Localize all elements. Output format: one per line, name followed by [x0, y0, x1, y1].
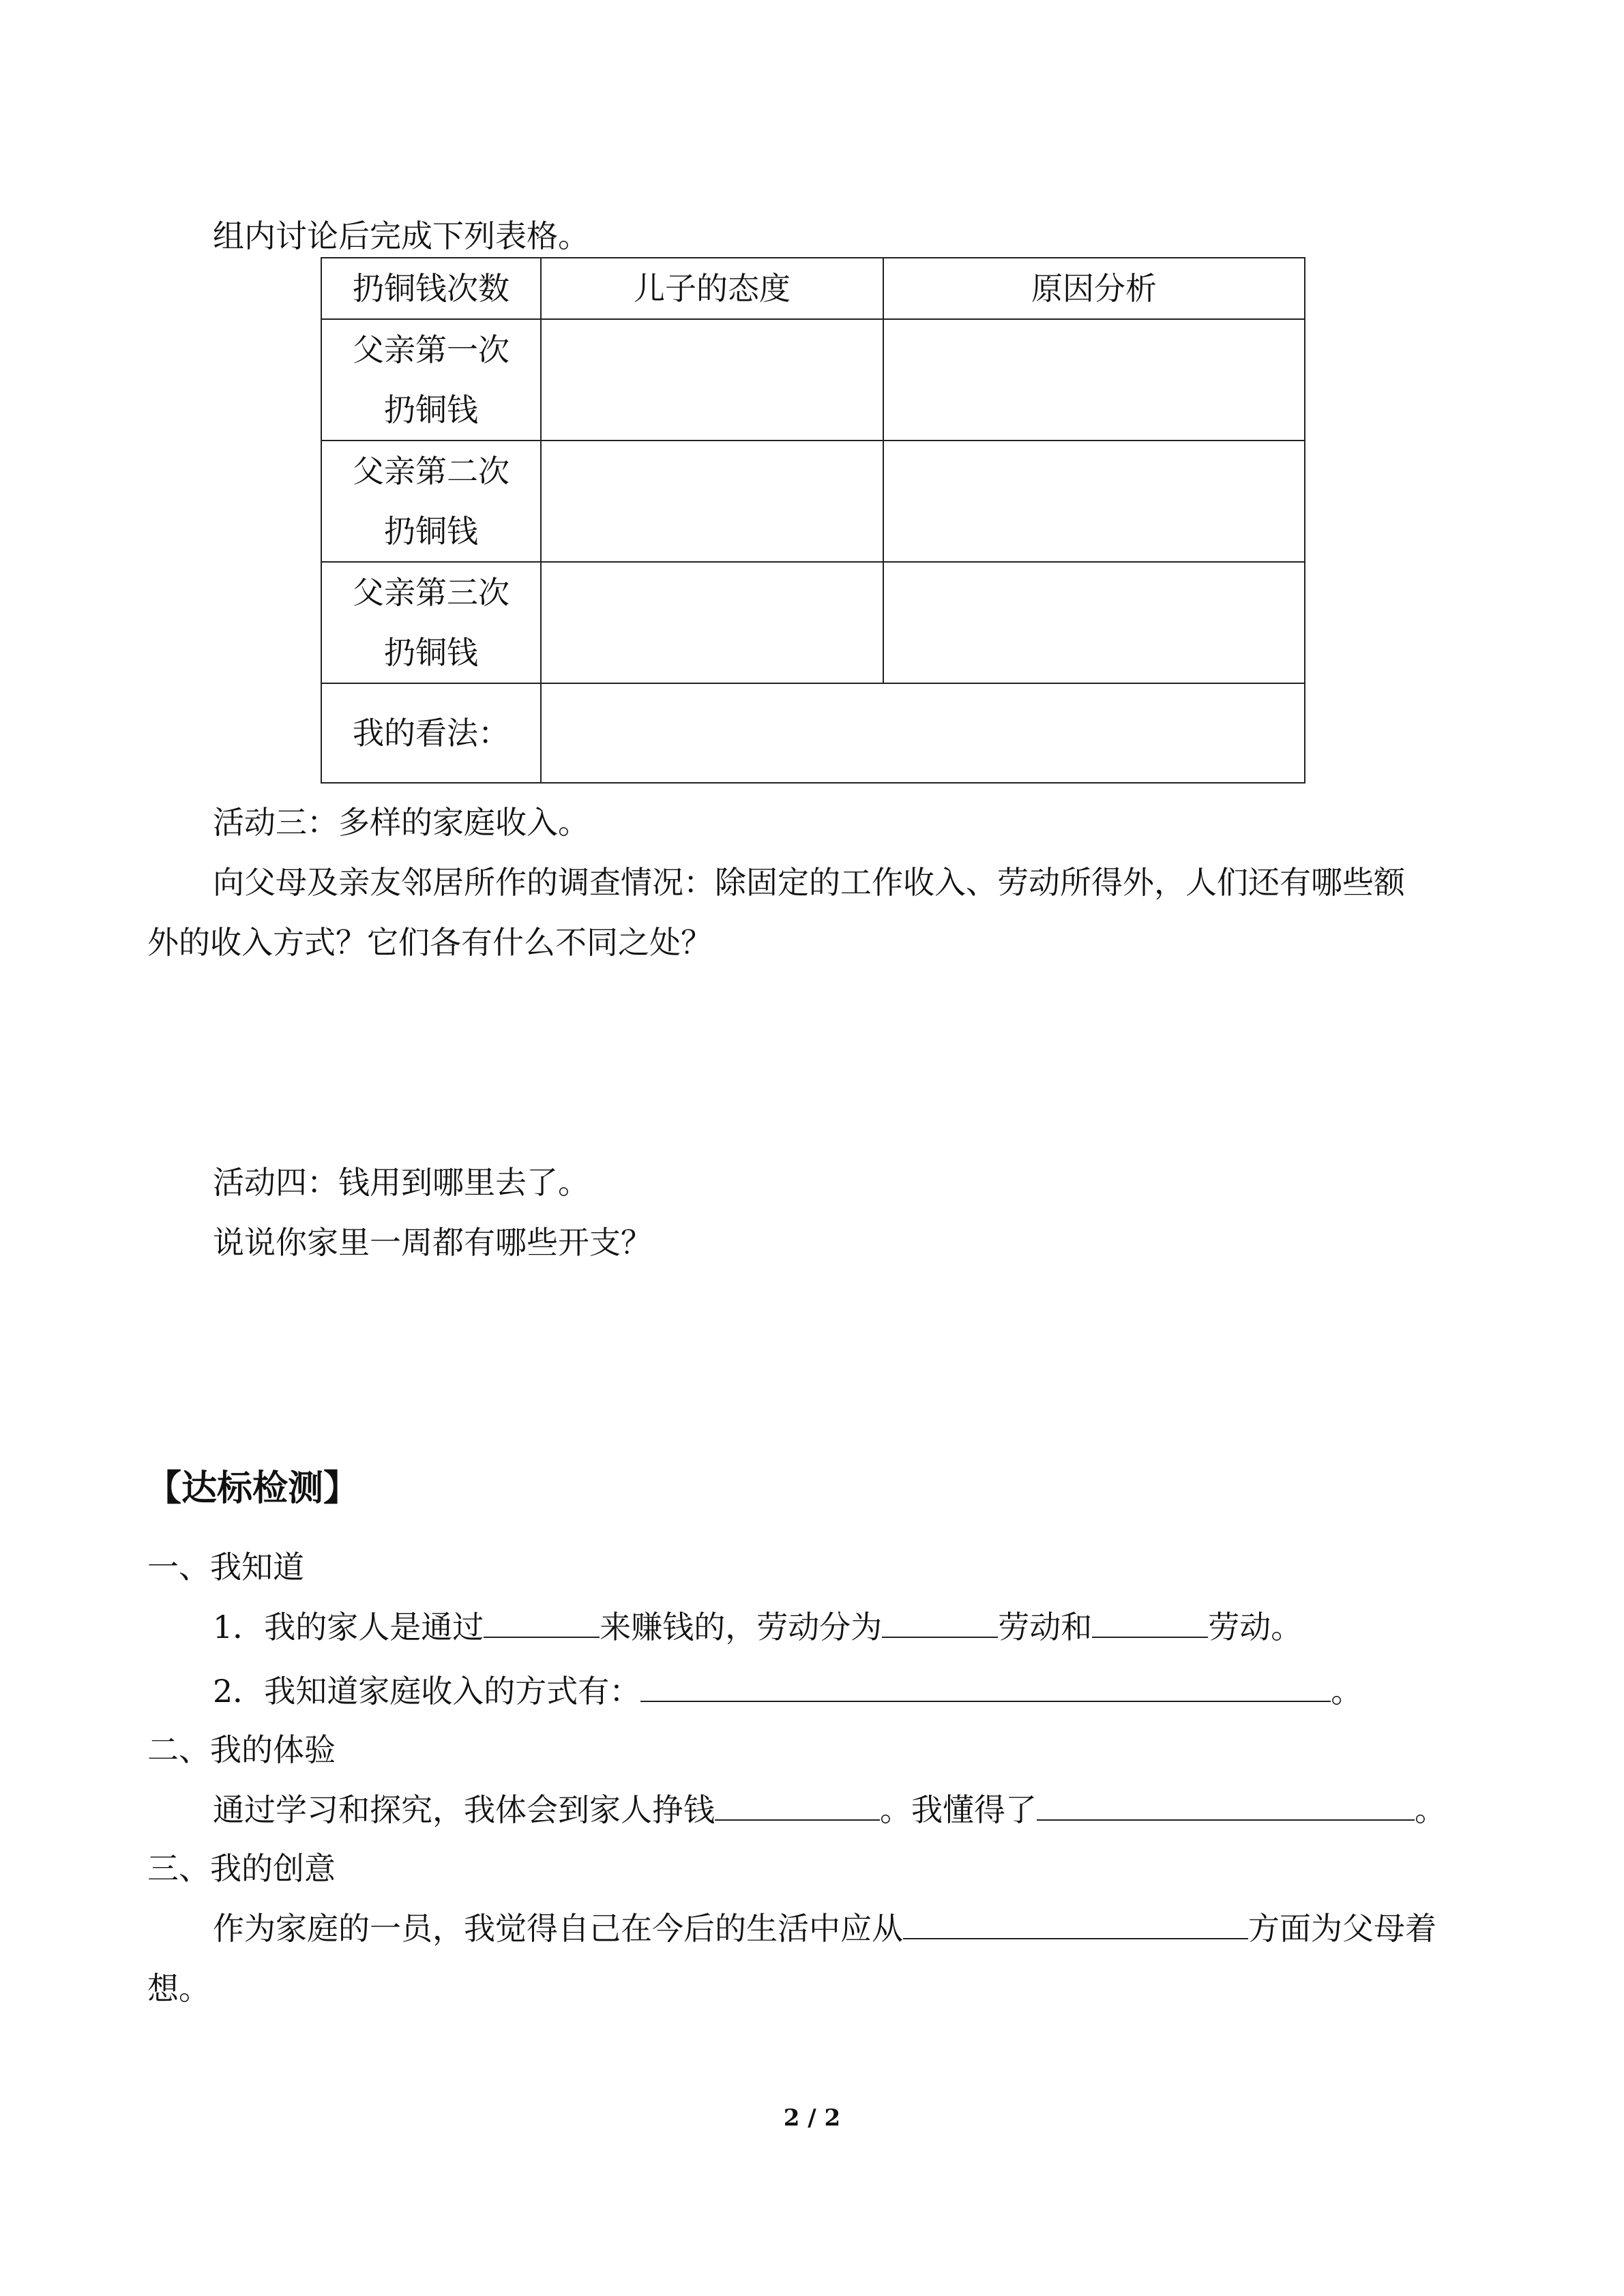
activity4-text: 说说你家里一周都有哪些开支？ — [213, 1224, 652, 1261]
fill-blank[interactable] — [640, 1671, 1331, 1702]
row-label-line: 父亲第二次 — [353, 453, 510, 490]
activity3-text-line1: 向父母及亲友邻居所作的调查情况：除固定的工作收入、劳动所得外，人们还有哪些额 — [213, 864, 1405, 901]
section-heading: 【达标检测】 — [146, 1467, 359, 1509]
activity3-title: 活动三：多样的家庭收入。 — [213, 804, 589, 841]
experience-text: 。 — [1415, 1791, 1446, 1828]
q2-text: 2．我知道家庭收入的方式有： — [213, 1673, 641, 1710]
creative-text: 作为家庭的一员，我觉得自己在今后的生活中应从 — [213, 1910, 903, 1947]
table-header-row — [321, 258, 1305, 319]
table-row — [321, 319, 1305, 441]
creative-line2: 想。 — [147, 1970, 210, 2007]
row-label-line: 扔铜钱 — [384, 391, 478, 428]
q2-text: 。 — [1331, 1673, 1363, 1710]
q1-text: 劳动和 — [998, 1609, 1093, 1645]
opinion-answer-cell — [541, 683, 1305, 783]
section2-title: 二、我的体验 — [147, 1731, 336, 1768]
activity-table — [321, 257, 1305, 784]
experience-line — [213, 1789, 1446, 1830]
question-2 — [213, 1671, 1362, 1712]
table-row — [321, 441, 1305, 562]
table-opinion-row — [321, 683, 1305, 783]
creative-line1 — [213, 1908, 1436, 1949]
answer-cell — [541, 441, 883, 562]
row-label-line: 父亲第三次 — [353, 574, 510, 611]
fill-blank[interactable] — [903, 1908, 1248, 1939]
question-1 — [213, 1607, 1302, 1648]
header-cell: 儿子的态度 — [541, 258, 883, 319]
answer-cell — [883, 319, 1305, 441]
experience-text: 通过学习和探究，我体会到家人挣钱 — [213, 1791, 715, 1828]
activity3-text-line2: 外的收入方式？它们各有什么不同之处？ — [147, 924, 712, 961]
row-label-cell — [321, 319, 541, 441]
opinion-label-cell: 我的看法： — [321, 683, 541, 783]
header-cell: 原因分析 — [883, 258, 1305, 319]
answer-cell — [883, 562, 1305, 683]
row-label-line: 扔铜钱 — [384, 634, 478, 671]
header-cell: 扔铜钱次数 — [321, 258, 541, 319]
row-label-line: 扔铜钱 — [384, 513, 478, 550]
fill-blank[interactable] — [882, 1607, 998, 1638]
q1-text: 来赚钱的，劳动分为 — [600, 1609, 883, 1645]
row-label-cell — [321, 441, 541, 562]
fill-blank[interactable] — [1037, 1789, 1415, 1821]
experience-text: 。我懂得了 — [880, 1791, 1037, 1828]
section3-title: 三、我的创意 — [147, 1850, 336, 1887]
answer-cell — [541, 319, 883, 441]
fill-blank[interactable] — [715, 1789, 880, 1821]
section1-title: 一、我知道 — [147, 1549, 304, 1585]
page-number: 2 / 2 — [783, 2104, 841, 2132]
fill-blank[interactable] — [1092, 1607, 1208, 1638]
q1-text: 1．我的家人是通过 — [213, 1609, 484, 1645]
table-row — [321, 562, 1305, 683]
answer-cell — [541, 562, 883, 683]
creative-text: 方面为父母着 — [1248, 1910, 1436, 1947]
row-label-cell — [321, 562, 541, 683]
row-label-line: 父亲第一次 — [353, 331, 510, 368]
answer-cell — [883, 441, 1305, 562]
activity4-title: 活动四：钱用到哪里去了。 — [213, 1164, 589, 1201]
fill-blank[interactable] — [484, 1607, 600, 1638]
q1-text: 劳动。 — [1208, 1609, 1303, 1645]
table-intro: 组内讨论后完成下列表格。 — [213, 218, 589, 254]
